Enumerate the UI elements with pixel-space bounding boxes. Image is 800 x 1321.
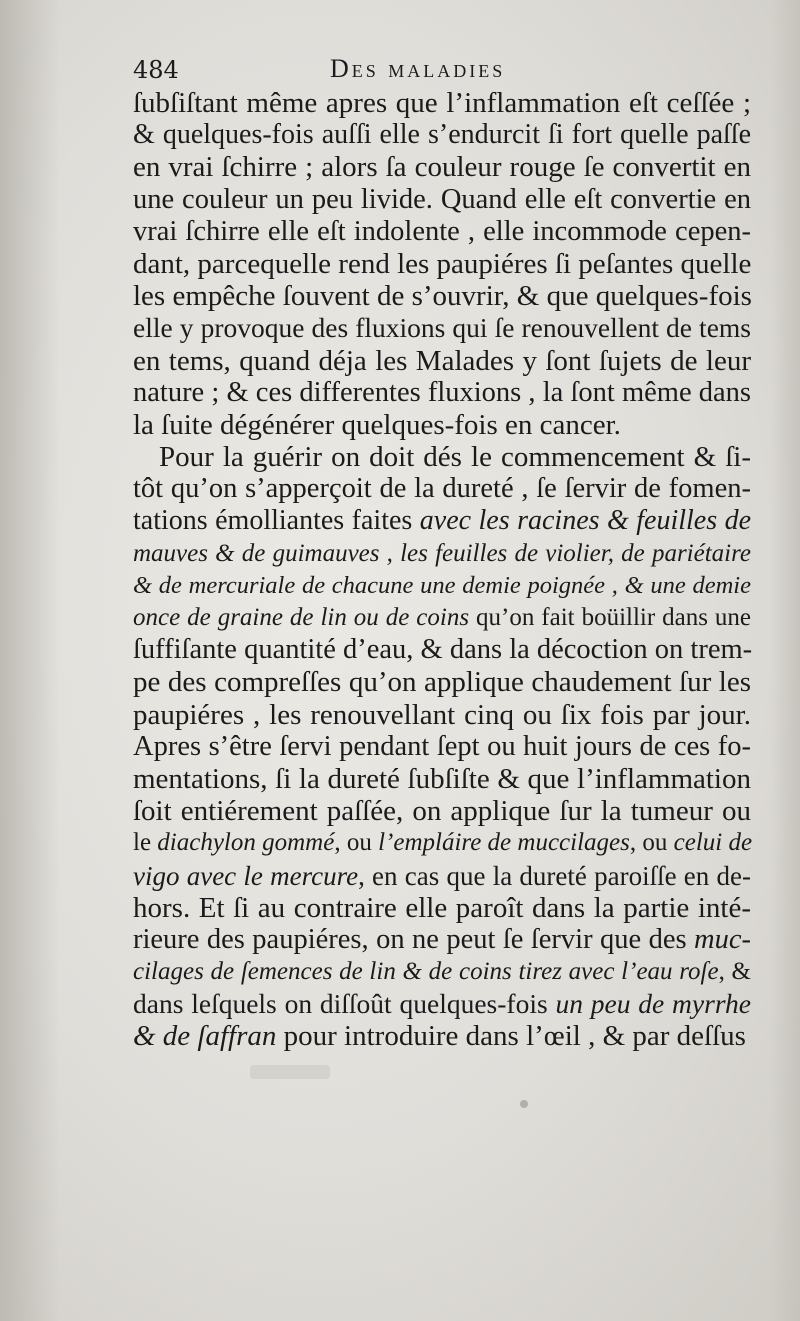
roman-text: & quelques-fois auſſi elle s’endurcit ſi fort quelle paſſe: [133, 119, 751, 151]
ink-spot: [520, 1100, 528, 1108]
roman-text: dant, parcequelle rend les paupiéres ſi peſantes quelle: [133, 247, 752, 280]
text-line: [133, 505, 751, 537]
text-line: [133, 699, 751, 731]
italic-text: muc-: [694, 923, 751, 955]
roman-text: ſoit entiérement paſſée, on applique ſur la tumeur ou: [133, 795, 751, 828]
roman-text: , &: [718, 958, 751, 986]
text-line: [133, 119, 751, 151]
text-line: [133, 763, 751, 795]
text-line: [133, 860, 751, 892]
page-shadow-left: [0, 0, 60, 1321]
italic-text: once de graine de lin ou de coins: [133, 604, 470, 631]
text-line: [133, 377, 751, 409]
roman-text: une couleur un peu livide. Quand elle eſt convertie en: [133, 183, 751, 215]
italic-text: mauves & de guimauves , les feuilles de violier, de pariétaire: [133, 539, 751, 567]
roman-text: Apres s’être ſervi pendant ſept ou huit jours de ces fo-: [133, 730, 751, 762]
roman-text: en tems, quand déja les Malades y ſont ſujets de leur: [133, 344, 751, 377]
roman-text: les empêche ſouvent de s’ouvrir, & que quelques-fois: [133, 280, 752, 313]
roman-text: , ou: [629, 829, 674, 857]
roman-text: nature ; & ces differentes fluxions , la ſont même dans: [133, 376, 751, 408]
text-line: [133, 924, 751, 956]
text-line: [133, 892, 751, 924]
roman-text: vrai ſchirre elle eſt indolente , elle incommode cepen-: [133, 215, 751, 247]
page-number: 484: [133, 56, 179, 84]
text-line: [133, 441, 751, 473]
roman-text: dans leſquels on diſſoût quelques-fois: [133, 988, 556, 1020]
text-line: [133, 473, 751, 505]
roman-text: ſubſiſtant même apres que l’inflammation eſt ceſſée ;: [133, 87, 751, 119]
text-line: [133, 666, 751, 698]
roman-text: tations émolliantes faites: [133, 505, 420, 537]
text-line: [133, 634, 751, 666]
italic-text: vigo avec le mercure: [133, 860, 359, 891]
roman-text: paupiéres , les renouvellant cinq ou ſix fois par jour.: [133, 698, 751, 731]
running-head: [133, 54, 753, 90]
text-line: [133, 988, 751, 1020]
text-line: [133, 956, 751, 988]
roman-text: ſuffiſante quantité d’eau, & dans la décoction on trem-: [133, 634, 753, 666]
show-through-smudge: [250, 1065, 330, 1079]
text-line: [133, 570, 751, 602]
italic-text: celui de: [673, 829, 753, 857]
roman-text: tôt qu’on s’apperçoit de la dureté , ſe ſervir de fomen-: [133, 473, 751, 505]
roman-text: pour introduire dans l’œil , & par deſſus: [276, 1020, 746, 1053]
italic-text: un peu de myrrhe: [555, 988, 751, 1020]
running-head-title: Des maladies: [330, 54, 506, 83]
text-line: [133, 602, 751, 634]
text-line: [133, 409, 751, 441]
text-line: [133, 216, 751, 248]
page-shadow-right: [770, 0, 800, 1321]
roman-text: en vrai ſchirre ; alors ſa couleur rouge ſe convertit en: [133, 151, 751, 184]
text-line: [133, 184, 751, 216]
text-line: [133, 280, 751, 312]
body-text: [133, 87, 751, 1053]
italic-text: avec les racines & feuilles de: [419, 505, 752, 537]
text-line: [133, 731, 751, 763]
roman-text: mentations, ſi la dureté ſubſiſte & que l’inflammation: [133, 762, 751, 795]
roman-text: qu’on fait boüillir dans une: [469, 604, 751, 631]
roman-text: hors. Et ſi au contraire elle paroît dans la partie inté-: [133, 891, 751, 924]
text-line: [133, 827, 751, 859]
italic-text: diachylon gommé: [157, 829, 335, 857]
text-line: [133, 151, 751, 183]
roman-text: Pour la guérir on doit dés le commencement & ſi-: [159, 441, 751, 474]
text-line: [133, 345, 751, 377]
roman-text: le: [133, 829, 158, 857]
italic-text: l’empláire de muccilages: [378, 829, 630, 857]
roman-text: pe des compreſſes qu’on applique chaudement ſur les: [133, 666, 751, 699]
italic-text: & de mercuriale de chacune une demie poignée , & une demie: [133, 571, 751, 599]
roman-text: la ſuite dégénérer quelques-fois en cancer.: [133, 408, 621, 441]
roman-text: , ou: [334, 829, 379, 857]
italic-text: & de ſaffran: [133, 1020, 277, 1053]
text-line: [133, 87, 751, 119]
text-line: [133, 538, 751, 570]
text-line: [133, 248, 751, 280]
italic-text: cilages de ſemences de lin & de coins tirez avec l’eau roſe: [133, 958, 719, 986]
roman-text: , en cas que la dureté paroiſſe en de-: [358, 860, 751, 891]
text-line: [133, 312, 751, 344]
text-line: [133, 1020, 751, 1052]
roman-text: rieure des paupiéres, on ne peut ſe ſervir que des: [133, 923, 695, 955]
roman-text: elle y provoque des fluxions qui ſe renouvellent de tems: [133, 312, 751, 344]
text-line: [133, 795, 751, 827]
